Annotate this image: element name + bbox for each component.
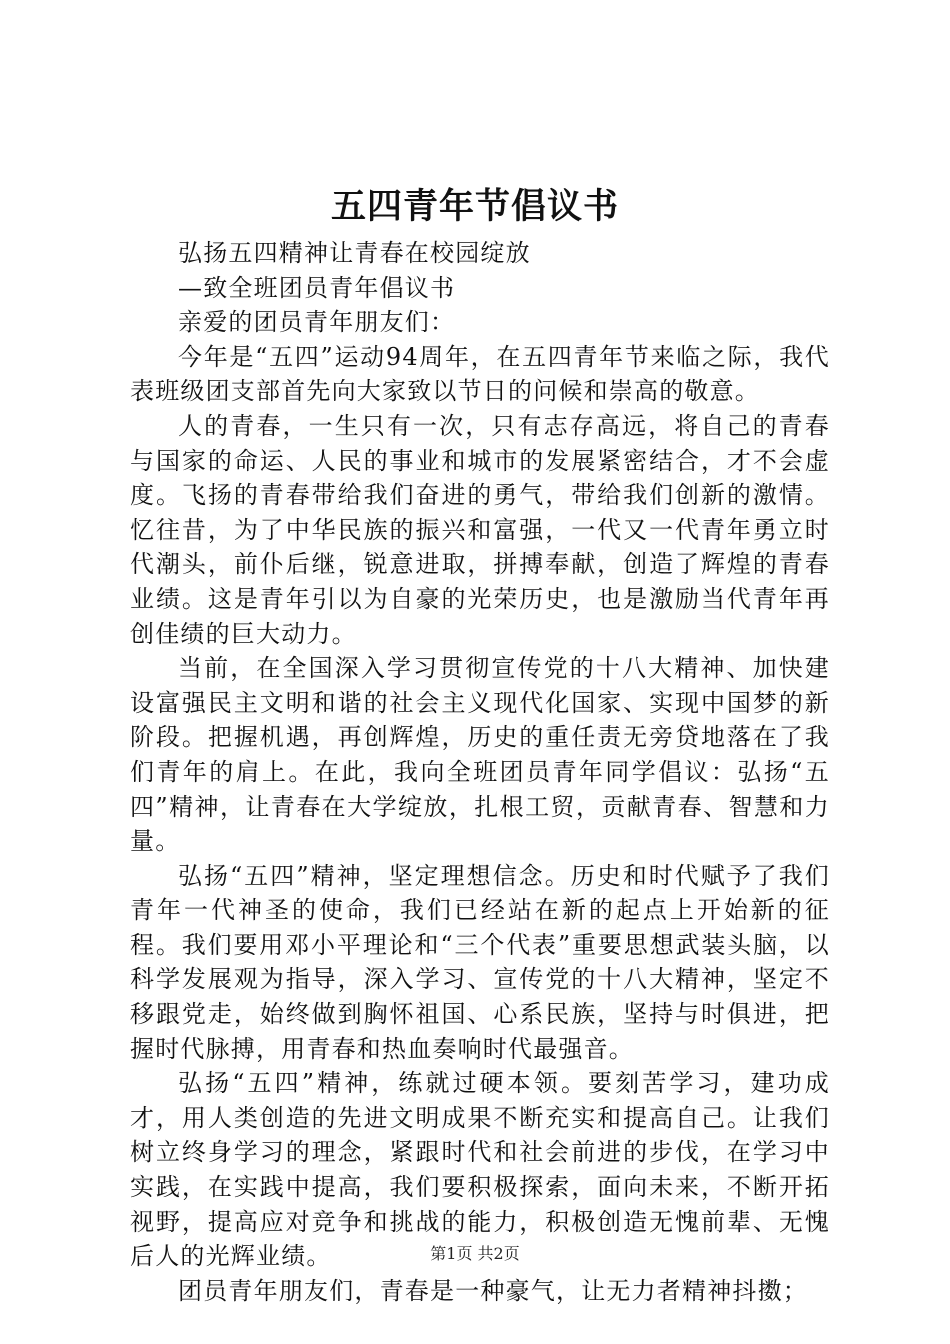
paragraph-subheading: —致全班团员青年倡议书	[178, 273, 456, 302]
page-number: 第1页 共2页	[430, 1244, 520, 1263]
paragraph-subtitle: 弘扬五四精神让青春在校园绽放	[178, 239, 531, 267]
document-title: 五四青年节倡议书	[330, 187, 619, 227]
paragraph-body: 弘扬“五四”精神，坚定理想信念。历史和时代赋予了我们青年一代神圣的使命，我们已经站在新的起点上开始新的征程。我们要用邓小平理论和“三个代表”重要思想武装头脑，以科学发展观为指导，深入学习、宣传党的十八大精神，坚定不移跟党走，始终做到胸怀祖国、心系民族，坚持与时俱进，把握时代脉搏，用青春和热血奏响时代最强音。	[130, 861, 830, 1063]
paragraph-body: 团员青年朋友们，青春是一种豪气，让无力者精神抖擞；	[178, 1276, 808, 1305]
paragraph-body: 当前，在全国深入学习贯彻宣传党的十八大精神、加快建设富强民主文明和谐的社会主义现代化国家、实现中国梦的新阶段。把握机遇，再创辉煌，历史的重任责无旁贷地落在了我们青年的肩上。在此，我向全班团员青年同学倡议：弘扬“五四”精神，让青春在大学绽放，扎根工贸，贡献青春、智慧和力量。	[130, 654, 830, 856]
document-body	[130, 236, 830, 1308]
paragraph-body: 弘扬“五四”精神，练就过硬本领。要刻苦学习，建功成才，用人类创造的先进文明成果不断充实和提高自己。让我们树立终身学习的理念，紧跟时代和社会前进的步伐，在学习中实践，在实践中提高，我们要积极探索，面向未来，不断开拓视野，提高应对竞争和挑战的能力，积极创造无愧前辈、无愧后人的光辉业绩。	[130, 1069, 830, 1271]
paragraph-body: 今年是“五四”运动94周年，在五四青年节来临之际，我代表班级团支部首先向大家致以节日的问候和崇高的敬意。	[130, 342, 830, 406]
paragraph-salutation: 亲爱的团员青年朋友们：	[178, 308, 456, 337]
paragraph-body: 人的青春，一生只有一次，只有志存高远，将自己的青春与国家的命运、人民的事业和城市的发展紧密结合，才不会虚度。飞扬的青春带给我们奋进的勇气，带给我们创新的激情。忆往昔，为了中华民族的振兴和富强，一代又一代青年勇立时代潮头，前仆后继，锐意进取，拼搏奉献，创造了辉煌的青春业绩。这是青年引以为自豪的光荣历史，也是激励当代青年再创佳绩的巨大动力。	[130, 411, 830, 648]
